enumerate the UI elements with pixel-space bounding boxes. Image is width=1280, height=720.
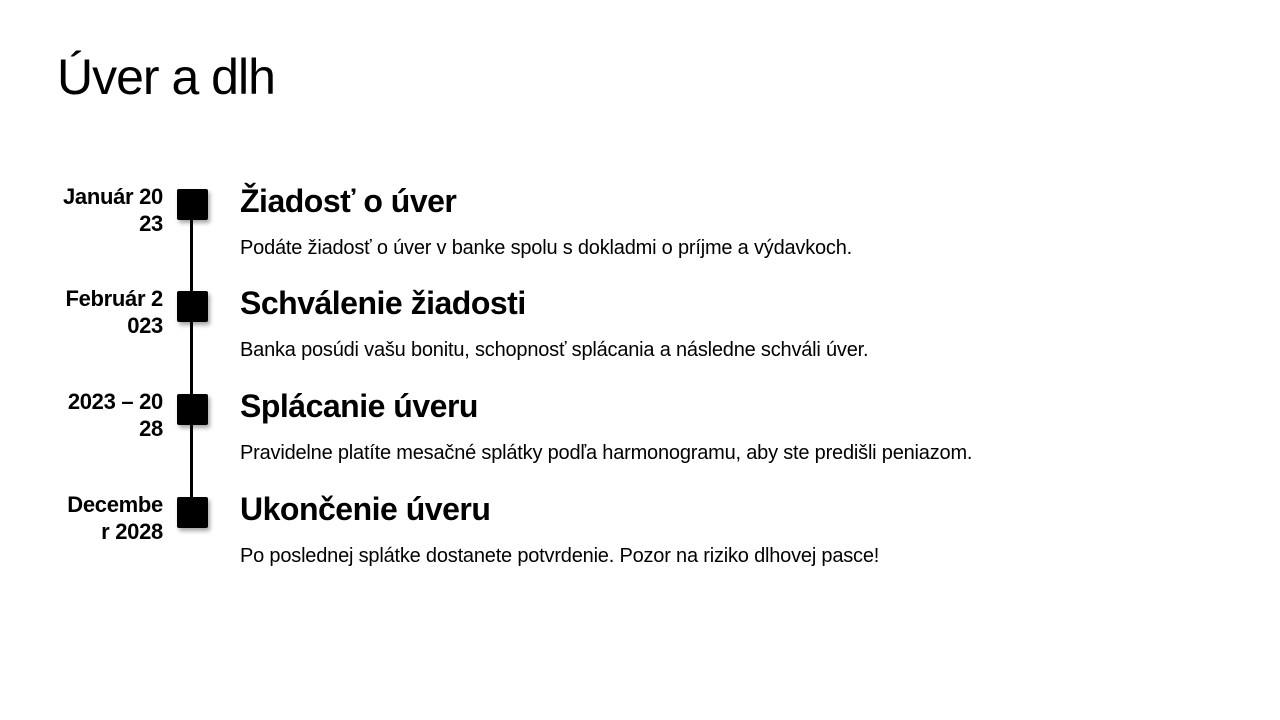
entry-date: Január 2023	[62, 184, 163, 236]
timeline-marker	[177, 497, 208, 528]
timeline-marker	[177, 394, 208, 425]
timeline-entry-repayment	[0, 388, 1280, 488]
timeline-marker	[177, 189, 208, 220]
entry-title: Splácanie úveru	[240, 388, 478, 424]
timeline-entry-approval	[0, 285, 1280, 385]
timeline-entry-loan-completion	[0, 491, 1280, 591]
entry-description: Banka posúdi vašu bonitu, schopnosť splácania a následne schváli úver.	[240, 339, 869, 361]
entry-description: Po poslednej splátke dostanete potvrdenie. Pozor na riziko dlhovej pasce!	[240, 545, 880, 567]
entry-title: Žiadosť o úver	[240, 183, 457, 219]
entry-title: Ukončenie úveru	[240, 491, 491, 527]
entry-title: Schválenie žiadosti	[240, 285, 526, 321]
entry-description: Pravidelne platíte mesačné splátky podľa harmonogramu, aby ste predišli peniazom.	[240, 442, 973, 464]
timeline-marker	[177, 291, 208, 322]
entry-date: Február 2023	[65, 286, 163, 338]
entry-date: 2023 – 2028	[67, 389, 163, 441]
entry-date: December 2028	[67, 492, 163, 544]
timeline-entry-loan-application	[0, 183, 1280, 283]
entry-description: Podáte žiadosť o úver v banke spolu s dokladmi o príjme a výdavkoch.	[240, 237, 853, 259]
page-title: Úver a dlh	[57, 49, 275, 105]
